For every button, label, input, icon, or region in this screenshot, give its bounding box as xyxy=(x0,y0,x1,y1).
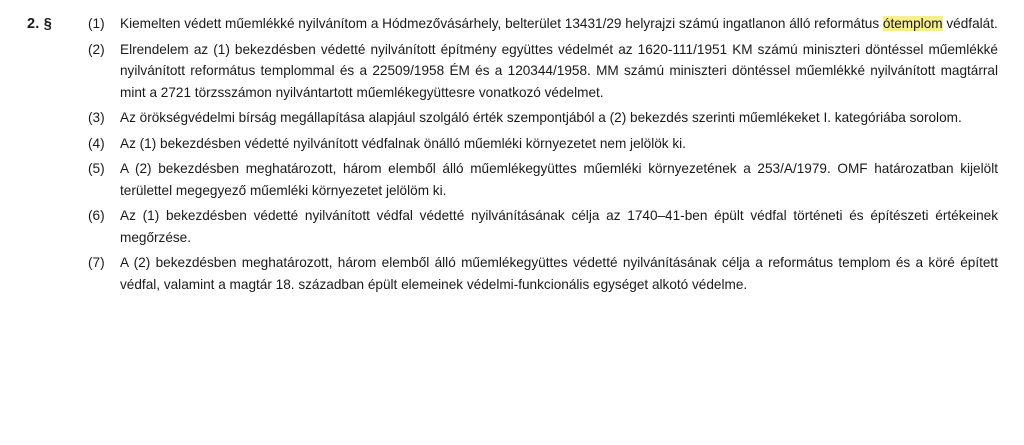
paragraph-6 xyxy=(88,205,998,248)
paragraph-number: (6) xyxy=(88,208,105,223)
paragraph-list xyxy=(88,13,998,299)
paragraph-number: (1) xyxy=(88,16,105,31)
paragraph-4 xyxy=(88,133,998,155)
paragraph-number: (4) xyxy=(88,135,105,151)
paragraph-5 xyxy=(88,158,998,201)
paragraph-text: A (2) bekezdésben meghatározott, három elemből álló műemlékegyüttes védetté nyilvánításának célja a református templom és a köré épített védfal, valamint a magtár 18. században épült elemeinek védelmi-funkcionális egységet alkotó védelme. xyxy=(120,255,998,292)
paragraph-text: Az (1) bekezdésben védetté nyilvánított védfal védetté nyilvánításának célja az 1740–41-ben épült védfal történeti és építészeti értékeinek megőrzése. xyxy=(120,208,998,245)
paragraph-7 xyxy=(88,252,998,295)
paragraph-number: (5) xyxy=(88,161,105,176)
paragraph-number: (3) xyxy=(88,110,105,125)
paragraph-text-before: Kiemelten védett műemlékké nyilvánítom a Hódmezővásárhely, belterület 13431/29 helyrajzi számú ingatlanon álló református xyxy=(120,16,883,31)
paragraph-text: Elrendelem az (1) bekezdésben védetté nyilvánított építmény együttes védelmét az 1620-111/1951 KM számú miniszteri döntéssel műemlékké nyilvánított református templommal és a 22509/1958 ÉM és a 120344/1958. MM számú miniszteri döntéssel műemlékké nyilvánított magtárral mint a 2721 törzsszámon nyilvántartott műemlékegyüttesre vonatkozó védelmet. xyxy=(120,41,998,100)
paragraph-text: Az örökségvédelmi bírság megállapítása alapjául szolgáló érték szempontjából a (2) bekezdés szerinti műemlékeket I. kategóriába sorolom. xyxy=(120,110,962,125)
paragraph-text: Az (1) bekezdésben védetté nyilvánított védfalnak önálló műemléki környezetet nem jelölök ki. xyxy=(120,135,686,151)
paragraph-1 xyxy=(88,13,998,35)
paragraph-2 xyxy=(88,39,998,104)
paragraph-text xyxy=(120,13,998,35)
paragraph-number: (7) xyxy=(88,255,105,270)
paragraph-3 xyxy=(88,107,998,129)
paragraph-text-after: védfalát. xyxy=(942,16,998,31)
highlighted-word: ótemplom xyxy=(882,16,943,31)
paragraph-text: A (2) bekezdésben meghatározott, három elemből álló műemlékegyüttes műemléki környezetének a 253/A/1979. OMF határozatban kijelölt területtel megegyező műemléki környezetet jelölöm ki. xyxy=(120,161,998,198)
paragraph-number: (2) xyxy=(88,41,105,57)
section-number: 2. § xyxy=(27,16,52,32)
